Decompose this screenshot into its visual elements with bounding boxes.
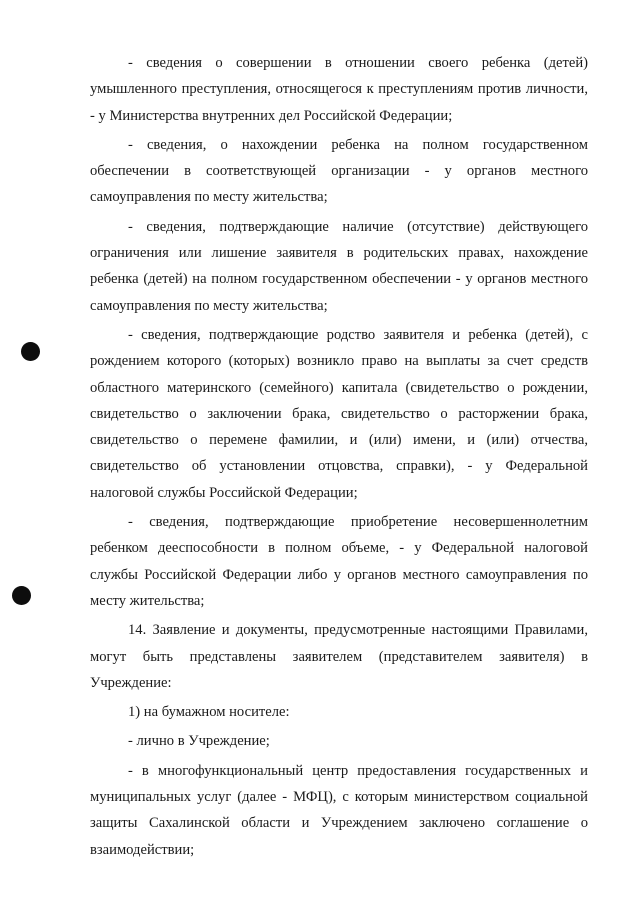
paragraph-state-care-info: - сведения, о нахождении ребенка на полном государственном обеспечении в соответствующей организации - у органов местного самоуправления по месту жительства; [90, 136, 588, 206]
paragraph-paper-form: 1) на бумажном носителе: [128, 704, 290, 721]
paragraph-in-person: - лично в Учреждение; [128, 733, 270, 750]
paragraph-legal-capacity-info: - сведения, подтверждающие приобретение несовершеннолетним ребенком дееспособности в полном объеме, - у Федеральной налоговой службы Российской Федерации либо у органов местного самоуправления по месту жительства; [90, 514, 588, 609]
paragraph-section-14: 14. Заявление и документы, предусмотренные настоящими Правилами, могут быть представлены заявителем (представителем заявителя) в Учреждение: [90, 622, 588, 691]
paragraph-kinship-info: - сведения, подтверждающие родство заявителя и ребенка (детей), с рождением которого (которых) возникло право на выплаты за счет средств областного материнского (семейного) капитала (свидетельство о рождении, свидетельство о заключении брака, свидетельство о расторжении брака, свидетельство о перемене фамилии, и (или) имени, и (или) отчества, свидетельство об установлении отцовства, справки), - у Федеральной налоговой службы Российской Федерации; [90, 326, 588, 501]
document-page [90, 50, 588, 863]
punch-hole-mark [21, 342, 40, 361]
punch-hole-mark [12, 586, 31, 605]
paragraph-parental-rights-info: - сведения, подтверждающие наличие (отсутствие) действующего ограничения или лишение заявителя в родительских правах, нахождение ребенка (детей) на полном государственном обеспечении - у органов местного самоуправления по месту жительства; [90, 218, 588, 314]
paragraph-mfc: - в многофункциональный центр предоставления государственных и муниципальных услуг (далее - МФЦ), с которым министерством социальной защиты Сахалинской области и Учреждением заключено соглашение о взаимодействии; [90, 762, 588, 858]
paragraph-crime-info: - сведения о совершении в отношении своего ребенка (детей) умышленного преступления, относящегося к преступлениям против личности, - у Министерства внутренних дел Российской Федерации; [90, 55, 588, 124]
